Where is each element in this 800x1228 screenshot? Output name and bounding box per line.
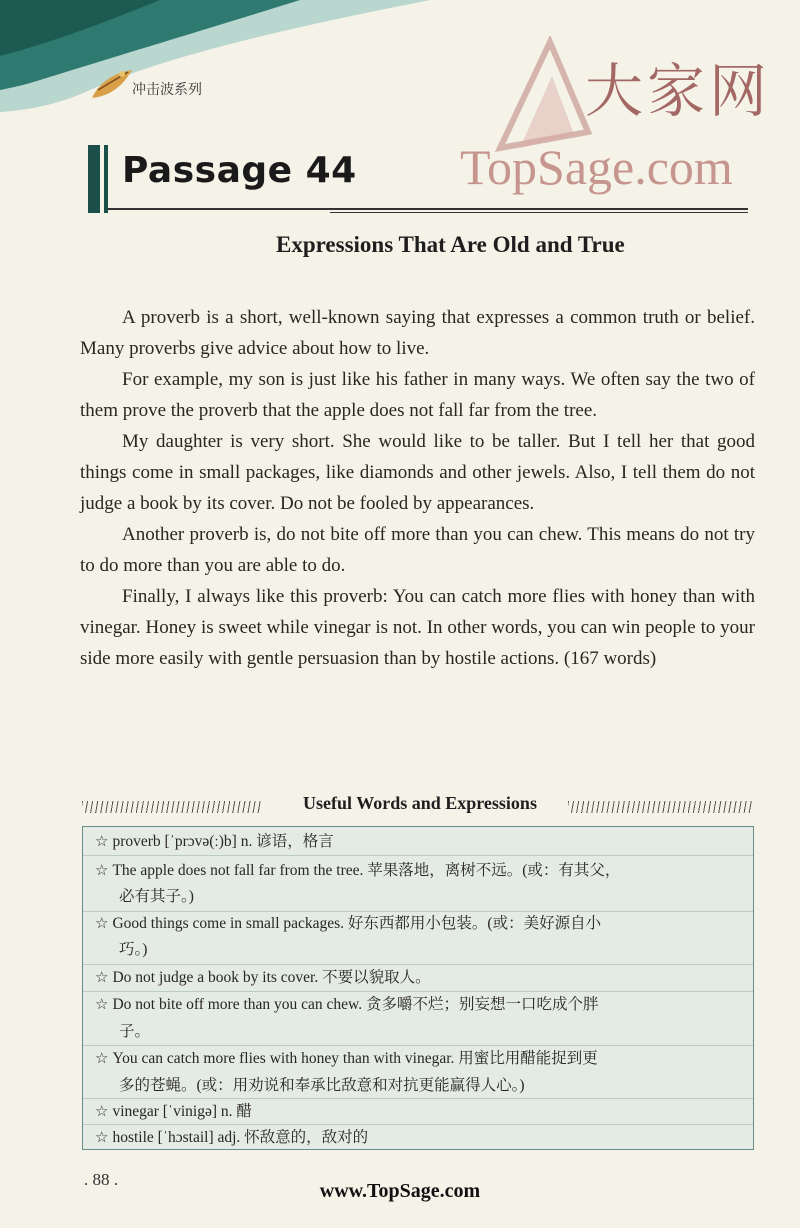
- passage-accent-bar-thin: [104, 145, 108, 213]
- divider: [83, 855, 753, 856]
- header-decoration: [0, 0, 430, 120]
- list-item: ☆ You can catch more flies with honey than with vinegar. 用蜜比用醋能捉到更: [95, 1049, 598, 1067]
- paragraph: A proverb is a short, well-known saying that expresses a common truth or belief. Many proverbs give advice about how to live.: [80, 307, 755, 359]
- list-item: ☆ The apple does not fall far from the tree. 苹果落地，离树不远。(或：有其父，: [95, 861, 621, 879]
- star-icon: ☆: [95, 1049, 109, 1067]
- paragraph: For example, my son is just like his father in many ways. We often say the two of them prove the proverb that the apple does not fall far from the tree.: [80, 369, 755, 421]
- list-item: ☆ vinegar [ˈvinigə] n. 醋: [95, 1102, 252, 1120]
- article-body: [80, 302, 755, 674]
- article-title: Expressions That Are Old and True: [276, 232, 625, 257]
- watermark-cn: 大家网: [585, 57, 772, 125]
- passage-title: Passage 44: [122, 150, 357, 191]
- passage-underline-thin: [330, 212, 748, 213]
- star-icon: ☆: [95, 914, 109, 932]
- star-icon: ☆: [95, 995, 109, 1013]
- star-icon: ☆: [95, 861, 109, 879]
- list-item-continuation: 子。: [119, 1023, 151, 1040]
- star-icon: ☆: [95, 968, 109, 986]
- list-item: ☆ Do not judge a book by its cover. 不要以貌取人。: [95, 968, 431, 986]
- useful-words-title: Useful Words and Expressions: [303, 793, 537, 813]
- useful-words-box: [82, 826, 754, 1150]
- paragraph: Finally, I always like this proverb: You can catch more flies with honey than with vinegar. Honey is sweet while vinegar is not. In other words, you can win people to your side more easily with gentle persuasion than by hostile actions. (167 words): [80, 586, 755, 669]
- list-item-continuation: 多的苍蝇。(或：用劝说和奉承比敌意和对抗更能赢得人心。): [119, 1077, 525, 1094]
- star-icon: ☆: [95, 1128, 109, 1146]
- list-item: ☆ proverb [ˈprɔvə(ː)b] n. 谚语，格言: [95, 832, 334, 850]
- hatch-decoration-right: [568, 801, 754, 813]
- list-item: ☆ Do not bite off more than you can chew. 贪多嚼不烂；别妄想一口吃成个胖: [95, 995, 599, 1013]
- hatch-decoration-left: [82, 801, 262, 813]
- paragraph: Another proverb is, do not bite off more than you can chew. This means do not try to do more than you are able to do.: [80, 524, 755, 576]
- star-icon: ☆: [95, 832, 109, 850]
- star-icon: ☆: [95, 1102, 109, 1120]
- footer-url: www.TopSage.com: [319, 1180, 481, 1202]
- list-item-continuation: 必有其子。): [119, 888, 194, 905]
- paragraph: My daughter is very short. She would like to be taller. But I tell her that good things come in small packages, like diamonds and other jewels. Also, I tell them do not judge a book by its cover. Do not be fooled by appearances.: [80, 431, 755, 514]
- page-number: . 88 .: [84, 1170, 118, 1189]
- watermark-en: TopSage.com: [460, 139, 733, 195]
- list-item: ☆ Good things come in small packages. 好东西都用小包装。(或：美好源自小: [95, 914, 602, 932]
- passage-underline: [108, 208, 748, 210]
- series-label: 冲击波系列: [132, 82, 202, 98]
- passage-accent-bar: [88, 145, 100, 213]
- list-item: ☆ hostile [ˈhɔstail] adj. 怀敌意的，敌对的: [95, 1128, 369, 1146]
- useful-words-header: [82, 793, 754, 819]
- list-item-continuation: 巧。): [119, 941, 148, 958]
